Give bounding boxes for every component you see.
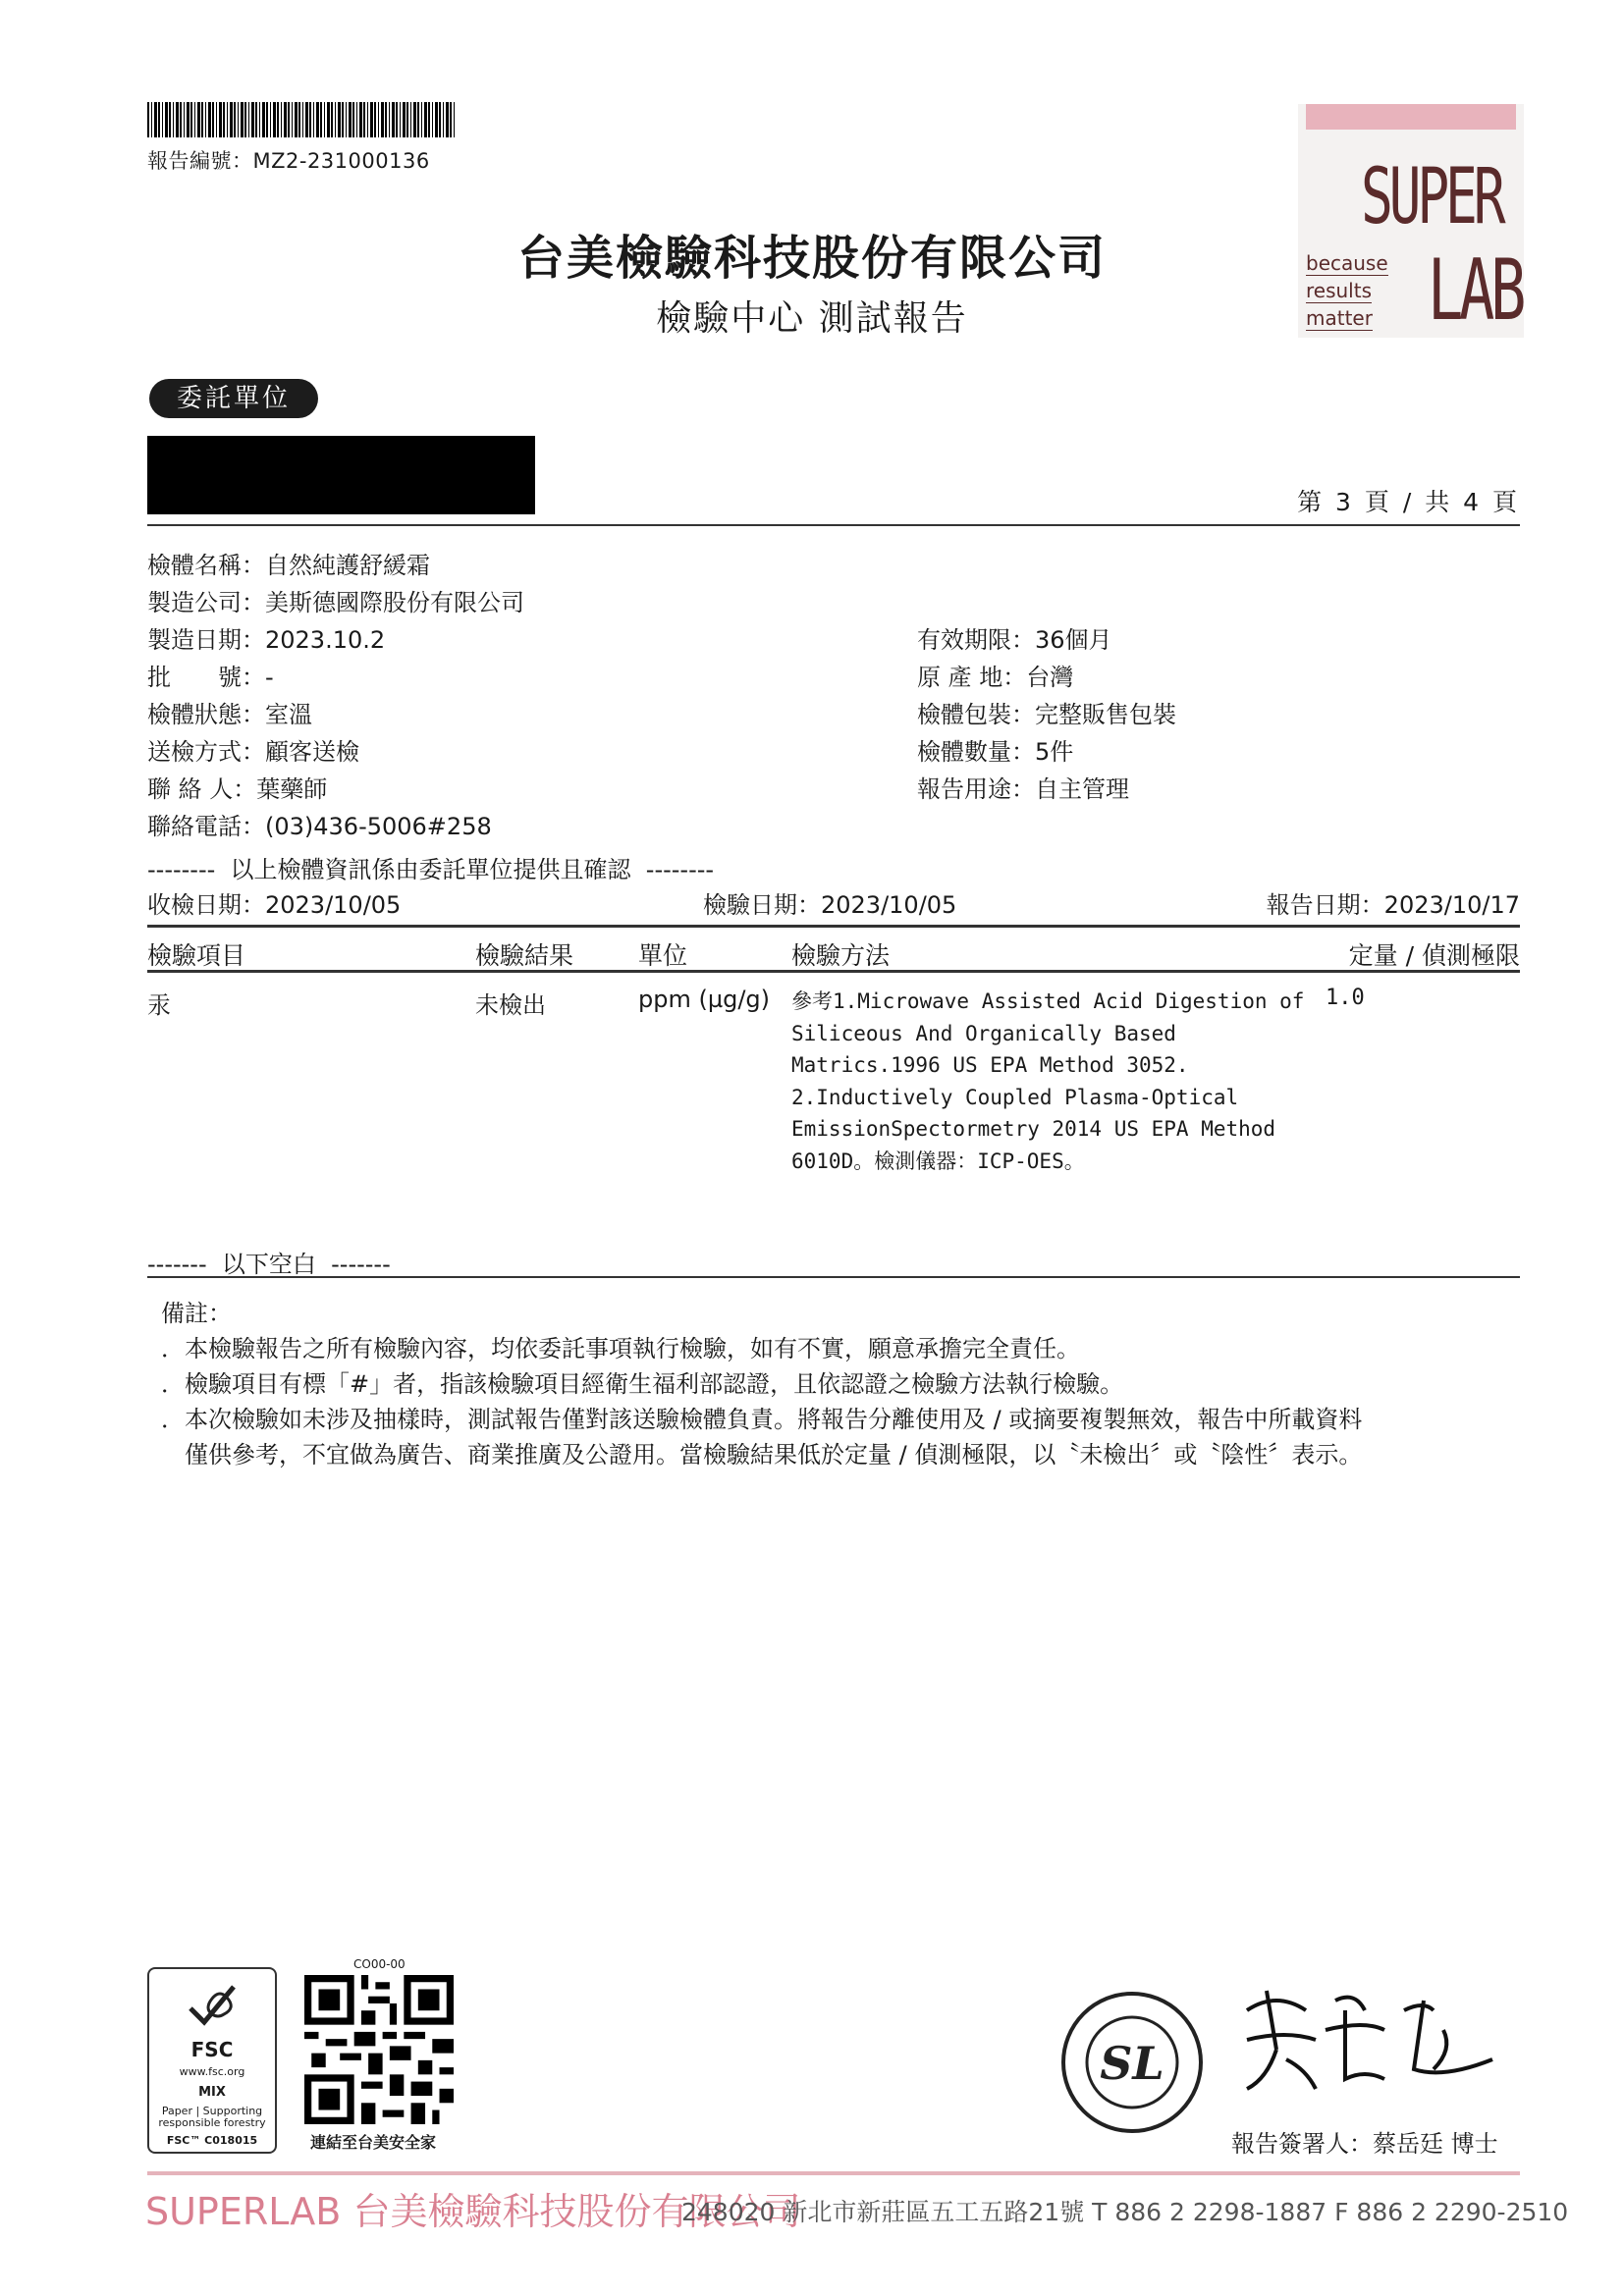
note-line: 僅供參考，不宜做為廣告、商業推廣及公證用。當檢驗結果低於定量 / 偵測極限，以〝未檢出〞或〝陰性〞表示。: [161, 1441, 1363, 1468]
company-title: 台美檢驗科技股份有限公司: [516, 231, 1107, 286]
qr-code[interactable]: [304, 1975, 454, 2124]
td-result: 未檢出: [475, 991, 546, 1019]
barcode: [147, 102, 455, 137]
qr-caption: 連結至台美安全家: [310, 2133, 437, 2152]
superlab-seal-icon: [1058, 1989, 1206, 2136]
confirm-line: -------- 以上檢體資訊係由委託單位提供且確認 --------: [147, 856, 715, 883]
note-line: ．檢驗項目有標「#」者，指該檢驗項目經衛生福利部認證，且依認證之檢驗方法執行檢驗。: [161, 1370, 1124, 1398]
method-line: 6010D。檢測儀器：ICP-OES。: [791, 1148, 1085, 1173]
note-line: ．本次檢驗如未涉及抽樣時，測試報告僅對該送驗檢體負責。將報告分離使用及 / 或摘要複製無效，報告中所載資料: [161, 1406, 1363, 1433]
client-badge: 委託單位: [149, 379, 318, 418]
qr-top-label: CO00-00: [353, 1957, 406, 1971]
mfg-date: 製造日期：2023.10.2: [147, 626, 386, 654]
fsc-site: www.fsc.org: [179, 2065, 245, 2078]
method-line: Matrics.1996 US EPA Method 3052.: [791, 1053, 1189, 1077]
report-date: 報告日期：2023/10/17: [1266, 891, 1520, 919]
logo-tag-matter: matter: [1306, 306, 1373, 330]
logo-lab: LAB: [1428, 241, 1523, 340]
sample-state: 檢體狀態：室溫: [147, 701, 312, 728]
logo-tag-results: results: [1306, 279, 1373, 302]
th-unit: 單位: [638, 941, 688, 970]
td-item: 汞: [147, 991, 171, 1019]
delivery-method: 送檢方式：顧客送檢: [147, 738, 359, 766]
report-subtitle: 檢驗中心 測試報告: [656, 298, 968, 339]
method-line: Siliceous And Organically Based: [791, 1021, 1176, 1045]
fsc-code: FSC™ C018015: [166, 2134, 258, 2147]
superlab-logo: [1298, 104, 1524, 338]
footer-brand: SUPERLAB 台美檢驗科技股份有限公司: [145, 2190, 801, 2233]
logo-pink-bar: [1306, 104, 1516, 130]
contact-phone: 聯絡電話：(03)436-5006#258: [147, 813, 492, 840]
page-indicator: 第 3 頁 / 共 4 頁: [1297, 488, 1520, 516]
seal-text: SL: [1100, 2037, 1164, 2090]
td-limit: 1.0: [1326, 986, 1365, 1010]
logo-tag-because: because: [1306, 251, 1388, 275]
fsc-desc1: Paper | Supporting: [161, 2105, 263, 2117]
report-number: 報告編號：MZ2-231000136: [147, 149, 430, 173]
method-line: 參考1.Microwave Assisted Acid Digestion of: [791, 989, 1305, 1013]
signer: 報告簽署人：蔡岳廷 博士: [1231, 2130, 1498, 2158]
fsc-logo: [147, 1967, 277, 2154]
divider: [147, 524, 1520, 526]
batch-no: 批 號：-: [147, 664, 274, 691]
table-bottom-rule: [147, 1276, 1520, 1278]
logo-super: SUPER: [1361, 153, 1502, 241]
origin: 原 產 地：台灣: [917, 664, 1074, 691]
table-header-rule: [147, 970, 1520, 973]
manufacturer: 製造公司：美斯德國際股份有限公司: [147, 589, 524, 616]
td-unit: ppm (µg/g): [638, 986, 771, 1013]
quantity: 檢體數量：5件: [917, 738, 1074, 766]
th-method: 檢驗方法: [791, 941, 891, 970]
method-line: 2.Inductively Coupled Plasma-Optical: [791, 1085, 1239, 1109]
test-date: 檢驗日期：2023/10/05: [703, 891, 957, 919]
method-line: EmissionSpectormetry 2014 US EPA Method: [791, 1117, 1276, 1141]
footer-accent-bar: [147, 2171, 1520, 2175]
fsc-mix: MIX: [198, 2085, 226, 2100]
footer-address: 248020 新北市新莊區五工五路21號 T 886 2 2298-1887 F 886 2 2290-2510: [681, 2198, 1569, 2226]
th-item: 檢驗項目: [147, 941, 246, 970]
th-result: 檢驗結果: [475, 941, 574, 970]
purpose: 報告用途：自主管理: [917, 775, 1129, 803]
contact-person: 聯 絡 人：葉藥師: [147, 775, 328, 803]
note-line: ．本檢驗報告之所有檢驗內容，均依委託事項執行檢驗，如有不實，願意承擔完全責任。: [161, 1335, 1080, 1362]
fsc-brand: FSC: [190, 2038, 234, 2061]
expiry: 有效期限：36個月: [917, 626, 1112, 654]
notes-title: 備註：: [161, 1300, 232, 1327]
sample-name: 檢體名稱：自然純護舒緩霜: [147, 552, 430, 579]
table-top-rule: [147, 925, 1520, 928]
th-limit: 定量 / 偵測極限: [1348, 941, 1520, 970]
signature-icon: [1227, 1971, 1502, 2109]
fsc-desc2: responsible forestry: [158, 2116, 266, 2129]
package: 檢體包裝：完整販售包裝: [917, 701, 1176, 728]
received-date: 收檢日期：2023/10/05: [147, 891, 402, 919]
tree-check-icon: [183, 1979, 242, 2038]
redacted-client: [147, 436, 535, 514]
td-method: [791, 986, 1322, 1177]
blank-line: ------- 以下空白 -------: [147, 1251, 391, 1278]
